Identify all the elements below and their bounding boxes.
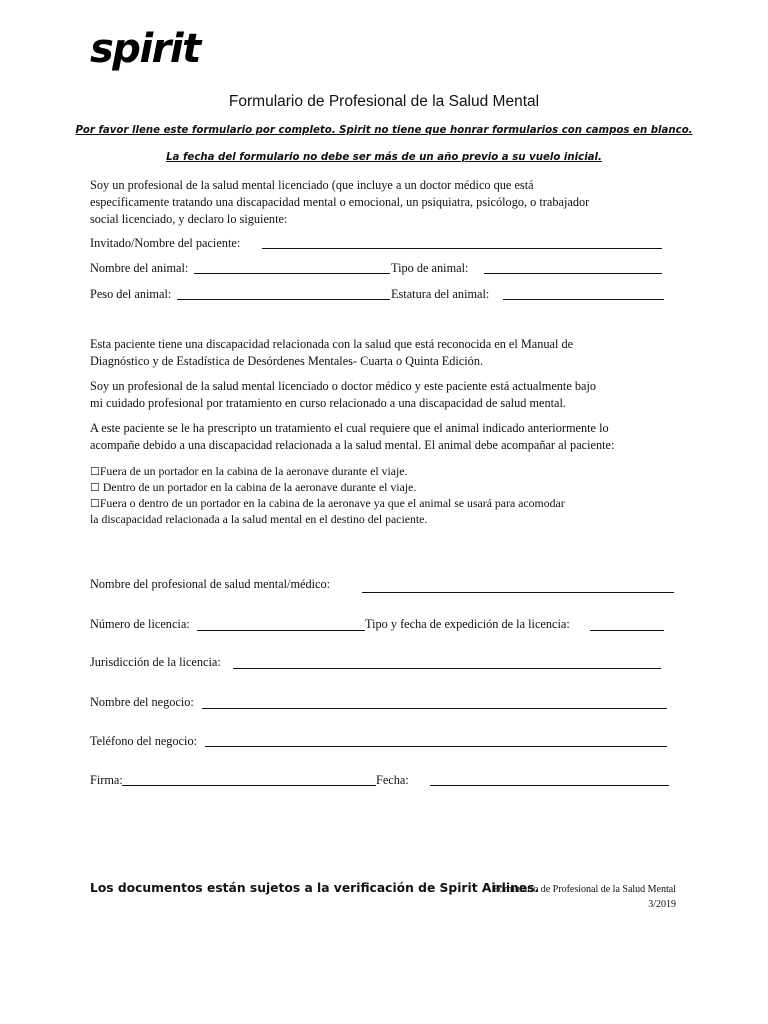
footer-form-info xyxy=(493,882,676,912)
verification-note: Los documentos están sujetos a la verificación de Spirit Airlines. xyxy=(90,881,540,895)
license-number-label: Número de licencia: xyxy=(90,617,190,631)
footer-form-name: Formulario de Profesional de la Salud Mental xyxy=(493,884,676,895)
guest-name-label: Invitado/Nombre del paciente: xyxy=(90,236,241,250)
statement-line: A este paciente se le ha prescripto un tratamiento el cual requiere que el animal indicado anteriormente lo xyxy=(90,421,609,435)
form-title: Formulario de Profesional de la Salud Mental xyxy=(228,93,540,110)
statement-line: Diagnóstico y de Estadística de Desórdenes Mentales- Cuarta o Quinta Edición. xyxy=(90,354,484,368)
statement-line: Soy un profesional de la salud mental licenciado o doctor médico y este paciente está actualmente bajo xyxy=(90,379,597,393)
license-type-date-label: Tipo y fecha de expedición de la licencia: xyxy=(365,617,570,631)
notice-complete-form: Por favor llene este formulario por completo. Spirit no tiene que honrar formularios con campos en blanco. xyxy=(75,125,693,136)
statement-line: Esta paciente tiene una discapacidad relacionada con la salud que está reconocida en el Manual de xyxy=(90,337,574,351)
statement-line: mi cuidado profesional por tratamiento en curso relacionado a una discapacidad de salud mental. xyxy=(90,396,566,410)
statement-care xyxy=(90,378,690,412)
option-label: Fuera de un portador en la cabina de la aeronave durante el viaje. xyxy=(99,464,408,478)
business-phone-label: Teléfono del negocio: xyxy=(90,734,198,748)
license-number-field[interactable] xyxy=(197,630,365,631)
animal-height-field[interactable] xyxy=(503,299,664,300)
intro-line: específicamente tratando una discapacidad mental o emocional, un psiquiatra, psicólogo, o trabajador xyxy=(90,195,590,209)
statement-treatment xyxy=(90,420,690,454)
statement-diagnosis xyxy=(90,336,690,370)
option-label: Dentro de un portador en la cabina de la aeronave durante el viaje. xyxy=(99,480,417,494)
intro-line: social licenciado, y declaro lo siguiente: xyxy=(90,212,288,226)
date-field[interactable] xyxy=(430,785,669,786)
signature-field[interactable] xyxy=(122,785,376,786)
business-phone-field[interactable] xyxy=(205,746,667,747)
checkbox-icon[interactable]: ☐ xyxy=(90,497,100,510)
guest-name-field[interactable] xyxy=(262,248,662,249)
business-name-label: Nombre del negocio: xyxy=(90,695,194,709)
license-jurisdiction-label: Jurisdicción de la licencia: xyxy=(90,655,221,669)
checkbox-icon[interactable]: ☐ xyxy=(90,481,100,494)
license-jurisdiction-field[interactable] xyxy=(233,668,661,669)
signature-label: Firma: xyxy=(90,773,123,787)
business-name-field[interactable] xyxy=(202,708,667,709)
license-type-date-field[interactable] xyxy=(590,630,664,631)
option-inside-carrier[interactable] xyxy=(90,479,416,496)
animal-weight-field[interactable] xyxy=(177,299,390,300)
animal-weight-label: Peso del animal: xyxy=(90,287,172,301)
option-outside-carrier[interactable] xyxy=(90,463,407,480)
spirit-logo: spirit xyxy=(90,26,200,72)
professional-name-label: Nombre del profesional de salud mental/médico: xyxy=(90,577,331,591)
option-inside-or-outside-carrier[interactable] xyxy=(90,495,565,512)
animal-height-label: Estatura del animal: xyxy=(391,287,490,301)
checkbox-icon[interactable]: ☐ xyxy=(90,465,100,478)
option-label: Fuera o dentro de un portador en la cabina de la aeronave ya que el animal se usará para acomodar xyxy=(99,496,565,510)
animal-type-field[interactable] xyxy=(484,273,662,274)
intro-line: Soy un profesional de la salud mental licenciado (que incluye a un doctor médico que está xyxy=(90,178,534,192)
professional-name-field[interactable] xyxy=(362,592,674,593)
animal-type-label: Tipo de animal: xyxy=(391,261,469,275)
statement-line: acompañe debido a una discapacidad relacionada a la salud mental. El animal debe acompañar al paciente: xyxy=(90,438,615,452)
date-label: Fecha: xyxy=(376,773,409,787)
notice-form-date: La fecha del formulario no debe ser más de un año previo a su vuelo inicial. xyxy=(166,152,602,163)
animal-name-field[interactable] xyxy=(194,273,390,274)
intro-paragraph xyxy=(90,177,690,228)
animal-name-label: Nombre del animal: xyxy=(90,261,189,275)
footer-version: 3/2019 xyxy=(648,899,676,910)
option-continuation: la discapacidad relacionada a la salud mental en el destino del paciente. xyxy=(90,512,428,526)
